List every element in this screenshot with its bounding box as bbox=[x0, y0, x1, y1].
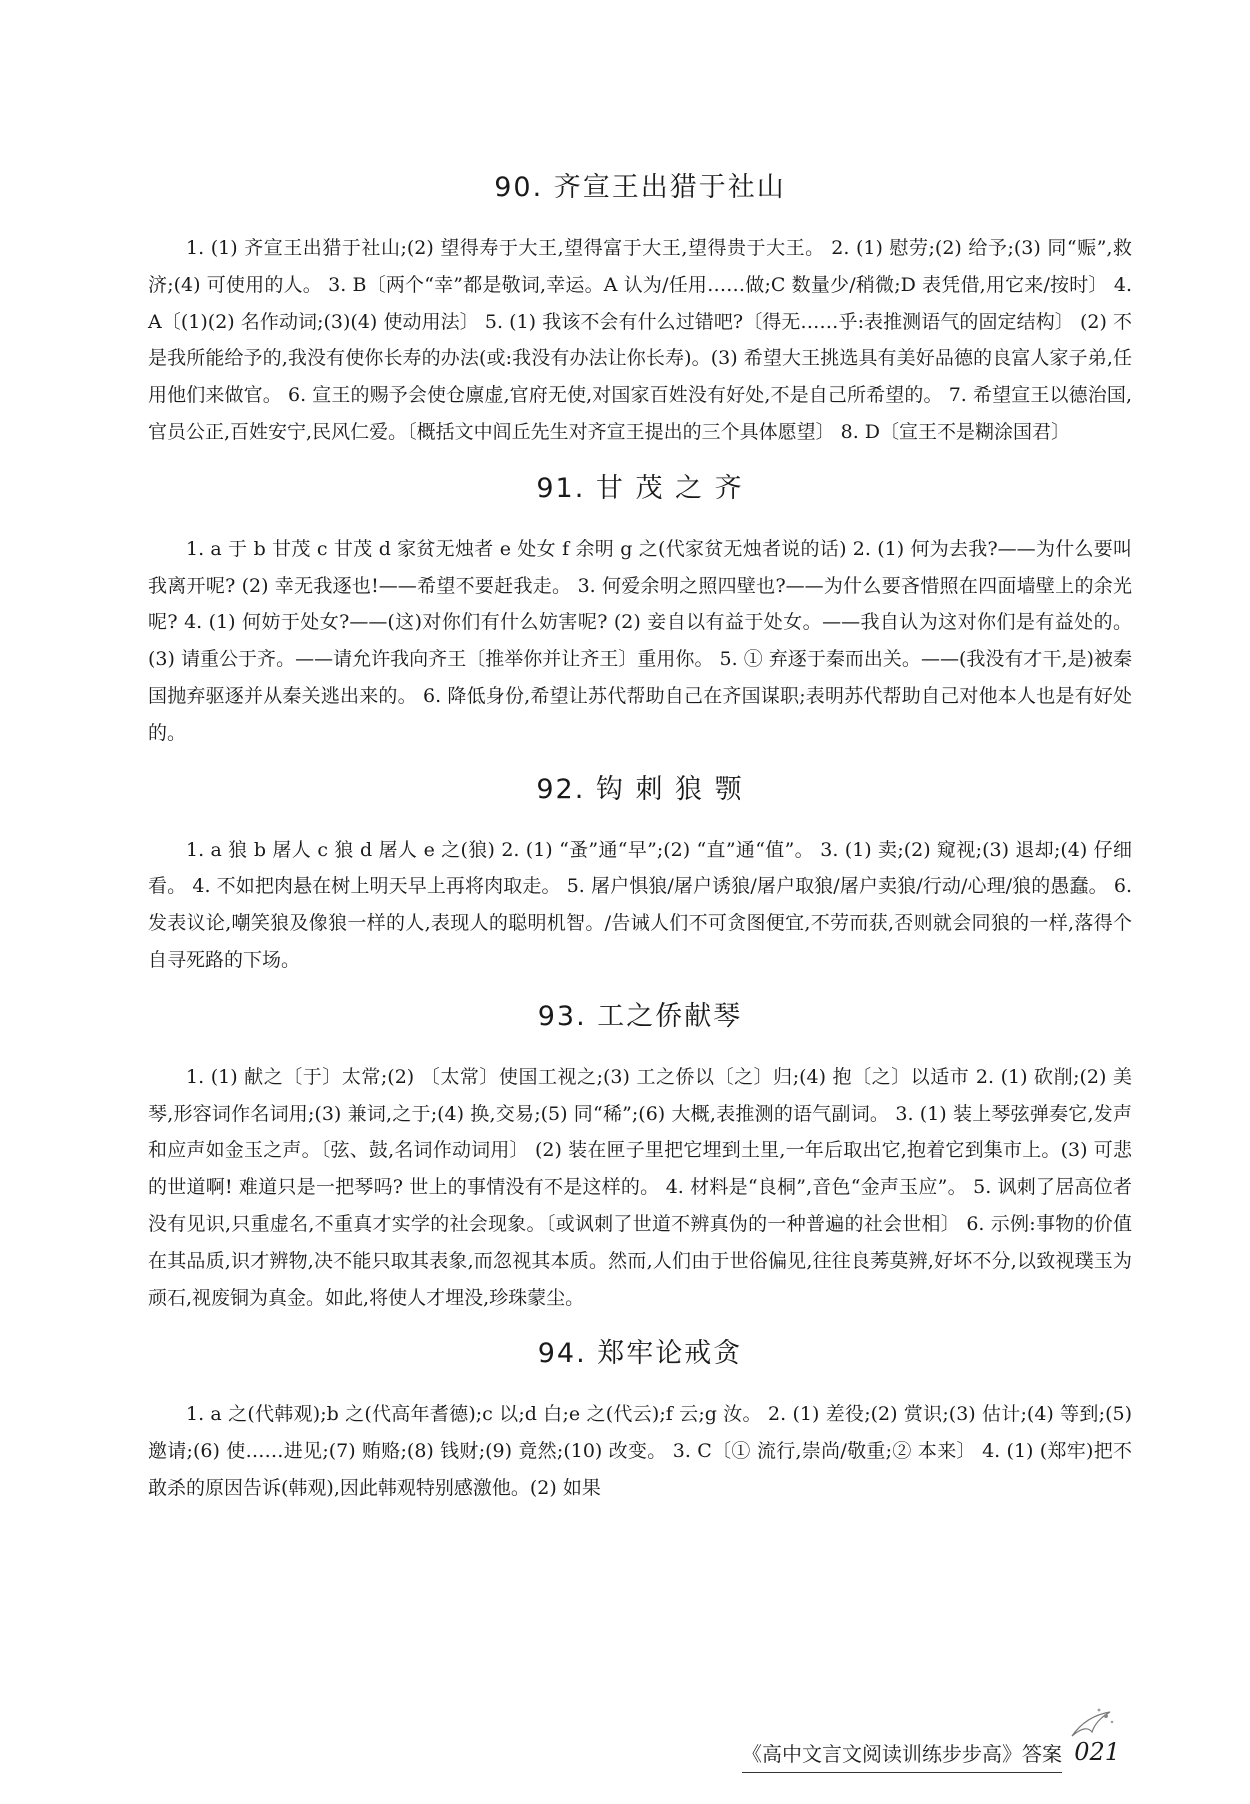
section-answer-text: 1. (1) 齐宣王出猎于社山;(2) 望得寿于大王,望得富于大王,望得贵于大王。 2. (1) 慰劳;(2) 给予;(3) 同“赈”,救济;(4) 可使用的人。 3. B〔两个“幸”都是敬词,幸运。A 认为/任用……做;C 数量少/稍微;D 表凭借,用它来/按时〕 4. A〔(1)(2) 名作动词;(3)(4) 使动用法〕 5. (1) 我该不会有什么过错吧?〔得无……乎:表推测语气的固定结构〕 (2) 不是我所能给予的,我没有使你长寿的办法(或:我没有办法让你长寿)。(3) 希望大王挑选具有美好品德的良富人家子弟,任用他们来做官。 6. 宣王的赐予会使仓廪虚,官府无使,对国家百姓没有好处,不是自己所希望的。 7. 希望宣王以德治国,官员公正,百姓安宁,民风仁爱。〔概括文中闾丘先生对齐宣王提出的三个具体愿望〕 8. D〔宣王不是糊涂国君〕 bbox=[148, 237, 1132, 443]
section-91 bbox=[148, 469, 1132, 752]
page-content bbox=[148, 168, 1132, 1525]
section-title: 91. 甘 茂 之 齐 bbox=[536, 472, 744, 504]
page-footer bbox=[742, 1736, 1120, 1776]
footer-book-title: 《高中文言文阅读训练步步高》答案 bbox=[742, 1740, 1062, 1773]
section-title: 90. 齐宣王出猎于社山 bbox=[494, 172, 786, 203]
section-title: 94. 郑牢论戒贪 bbox=[537, 1338, 743, 1370]
section-title: 93. 工之侨献琴 bbox=[537, 1000, 743, 1032]
section-answer-text: 1. a 狼 b 屠人 c 狼 d 屠人 e 之(狼) 2. (1) “蚤”通“早”;(2) “直”通“值”。 3. (1) 卖;(2) 窥视;(3) 退却;(4) 仔细看。 4. 不如把肉悬在树上明天早上再将肉取走。 5. 屠户惧狼/屠户诱狼/屠户取狼/屠户卖狼/行动/心理/狼的愚蠢。 6. 发表议论,嘲笑狼及像狼一样的人,表现人的聪明机智。/告诫人们不可贪图便宜,不劳而获,否则就会同狼的一样,落得个自寻死路的下场。 bbox=[148, 838, 1132, 971]
section-90 bbox=[148, 168, 1132, 451]
section-93 bbox=[148, 997, 1132, 1317]
section-answer-text: 1. (1) 献之〔于〕太常;(2) 〔太常〕使国工视之;(3) 工之侨以〔之〕归;(4) 抱〔之〕以适市 2. (1) 砍削;(2) 美琴,形容词作名词用;(3) 兼词,之于;(4) 换,交易;(5) 同“稀”;(6) 大概,表推测的语气副词。 3. (1) 装上琴弦弹奏它,发声和应声如金玉之声。〔弦、鼓,名词作动词用〕 (2) 装在匣子里把它埋到土里,一年后取出它,抱着它到集市上。(3) 可悲的世道啊! 难道只是一把琴吗? 世上的事情没有不是这样的。 4. 材料是“良桐”,音色“金声玉应”。 5. 讽刺了居高位者没有见识,只重虚名,不重真才实学的社会现象。〔或讽刺了世道不辨真伪的一种普遍的社会世相〕 6. 示例:事物的价值在其品质,识才辨物,决不能只取其表象,而忽视其本质。然而,人们由于世俗偏见,往往良莠莫辨,好坏不分,以致视璞玉为顽石,视废铜为真金。如此,将使人才埋没,珍珠蒙尘。 bbox=[148, 1065, 1132, 1309]
section-answer-text: 1. a 于 b 甘茂 c 甘茂 d 家贫无烛者 e 处女 f 余明 g 之(代家贫无烛者说的话) 2. (1) 何为去我?——为什么要叫我离开呢? (2) 幸无我逐也!——希望不要赶我走。 3. 何爱余明之照四壁也?——为什么要吝惜照在四面墙壁上的余光呢? 4. (1) 何妨于处女?——(这)对你们有什么妨害呢? (2) 妾自以有益于处女。——我自认为这对你们是有益处的。(3) 请重公于齐。——请允许我向齐王〔推举你并让齐王〕重用你。 5. ① 弃逐于秦而出关。——(我没有才干,是)被秦国抛弃驱逐并从秦关逃出来的。 6. 降低身份,希望让苏代帮助自己在齐国谋职;表明苏代帮助自己对他本人也是有好处的。 bbox=[148, 537, 1132, 744]
section-answer-text: 1. a 之(代韩观);b 之(代高年耆德);c 以;d 白;e 之(代云);f 云;g 汝。 2. (1) 差役;(2) 赏识;(3) 估计;(4) 等到;(5) 邀请;(6) 使……进见;(7) 贿赂;(8) 钱财;(9) 竟然;(10) 改变。 3. C〔① 流行,崇尚/敬重;② 本来〕 4. (1) (郑牢)把不敢杀的原因告诉(韩观),因此韩观特别感激他。(2) 如果 bbox=[148, 1403, 1132, 1499]
section-94 bbox=[148, 1334, 1132, 1506]
section-92 bbox=[148, 770, 1132, 979]
page-number: 021 bbox=[1074, 1738, 1120, 1766]
section-title: 92. 钩 刺 狼 颚 bbox=[536, 773, 744, 805]
